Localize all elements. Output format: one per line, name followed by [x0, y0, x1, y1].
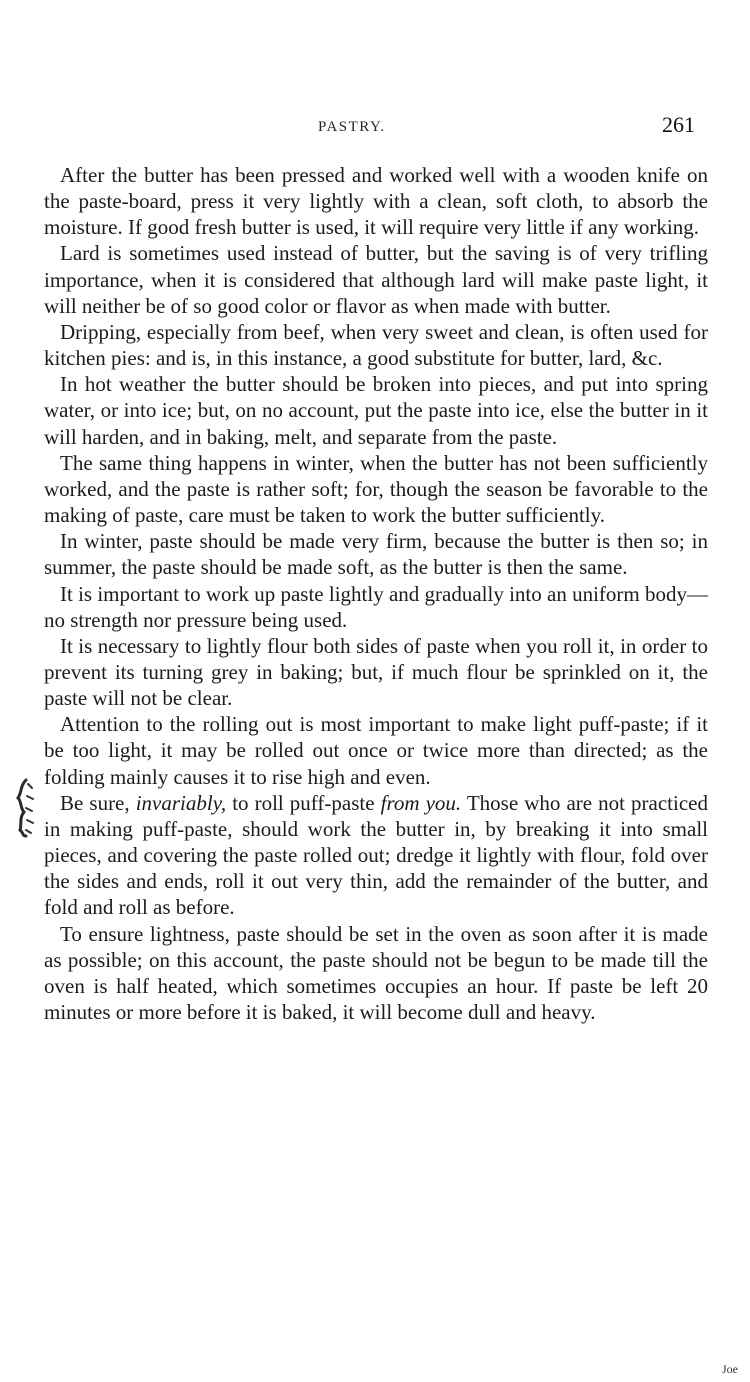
paragraph-lard: Lard is sometimes used instead of butter, but the saving is of very trifling importance, when it is considered that although lard will make paste light, it will neither be of so good color or flavor as when made with butter. — [44, 241, 708, 318]
margin-bracket-mark — [10, 778, 42, 838]
running-head: PASTRY. — [318, 119, 386, 135]
page-number: 261 — [662, 112, 695, 137]
paragraph-flour-sides: It is necessary to lightly flour both sides of paste when you roll it, in order to prevent its turning grey in baking; but, if much flour be sprinkled on it, the paste will not be clear. — [44, 633, 708, 711]
roll-text-mid: to roll puff-paste — [226, 790, 381, 815]
paragraph-rolling-out: Attention to the rolling out is most important to make light puff-paste; if it be too light, it may be rolled out once or twice more than directed; as the folding mainly causes it to rise high and even. — [44, 712, 708, 789]
paragraph-winter-soft: The same thing happens in winter, when the butter has not been sufficiently worked, and the paste is rather soft; for, though the season be favorable to the making of paste, care must be taken to work the butter sufficiently. — [44, 450, 708, 528]
paragraph-uniform-body: It is important to work up paste lightly and gradually into an uniform body—no strength nor pressure being used. — [44, 581, 708, 632]
paragraph-dripping: Dripping, especially from beef, when very sweet and clean, is often used for kitchen pies: and is, in this instance, a good substitute for butter, lard, &c. — [44, 319, 708, 371]
paragraph-lightness: To ensure lightness, paste should be set in the oven as soon after it is made as possible; on this account, the paste should not be begun to be made till the oven is half heated, which sometimes occupies an hour. If paste be left 20 minutes or more before it is baked, it will become dull and heavy. — [44, 921, 708, 1024]
paragraph-hot-weather: In hot weather the butter should be broken into pieces, and put into spring water, or into ice; but, on no account, put the paste into ice, else the butter in it will harden, and in baking, melt, and separate from the paste. — [44, 372, 708, 449]
paragraph-butter-pressing: After the butter has been pressed and worked well with a wooden knife on the paste-board, press it very lightly with a clean, soft cloth, to absorb the moisture. If good fresh butter is used, it will require very little if any working. — [44, 163, 708, 240]
body-text — [44, 162, 708, 1025]
roll-text-emphasis-from-you: from you. — [380, 790, 462, 815]
paragraph-roll-from-you — [44, 790, 708, 921]
roll-text-pre: Be sure, — [60, 790, 136, 815]
roll-text-emphasis-invariably: invariably, — [135, 790, 227, 815]
corner-mark: Joe — [722, 1362, 738, 1376]
roll-text-post: Those who are not practiced in making puff-paste, should work the butter in, by breaking it into small pieces, and covering the paste rolled out; dredge it lightly with flour, fold over the sides and ends, roll it out very thin, add the remainder of the butter, and fold and roll as before. — [44, 790, 708, 920]
paragraph-winter-firm: In winter, paste should be made very firm, because the butter is then so; in summer, the paste should be made soft, as the butter is then the same. — [44, 529, 708, 580]
